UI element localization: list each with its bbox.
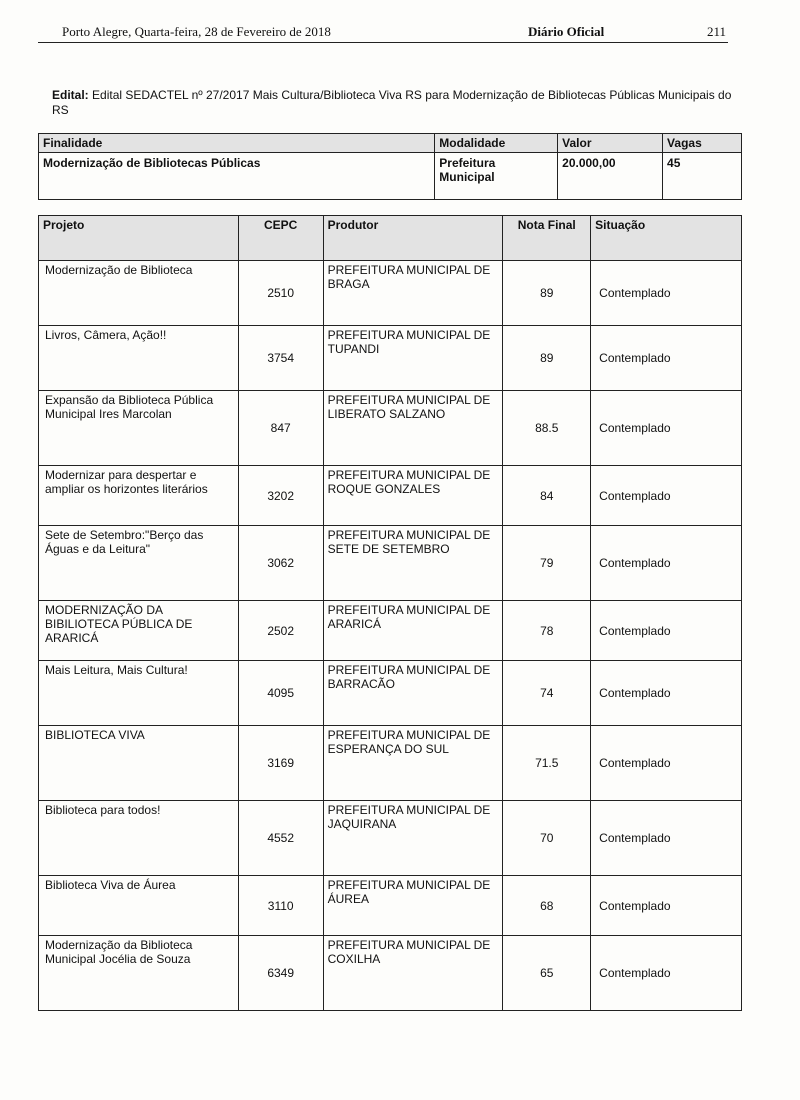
summary-header-vagas: Vagas (663, 134, 742, 153)
cell-cepc: 2502 (238, 601, 323, 661)
cell-cepc: 4552 (238, 801, 323, 876)
cell-projeto: BIBLIOTECA VIVA (39, 726, 239, 801)
projects-table (38, 215, 742, 1011)
edital-label: Edital: (52, 88, 89, 102)
cell-projeto: Livros, Câmera, Ação!! (39, 326, 239, 391)
table-row (39, 936, 742, 1011)
cell-situacao: Contemplado (591, 801, 742, 876)
cell-projeto: Biblioteca Viva de Áurea (39, 876, 239, 936)
table-row (39, 526, 742, 601)
header-location-date: Porto Alegre, Quarta-feira, 28 de Fevereiro de 2018 (62, 24, 331, 39)
cell-produtor: PREFEITURA MUNICIPAL DE COXILHA (323, 936, 503, 1011)
summary-table (38, 133, 742, 200)
table-row (39, 466, 742, 526)
cell-situacao: Contemplado (591, 326, 742, 391)
summary-valor: 20.000,00 (558, 153, 663, 200)
cell-produtor: PREFEITURA MUNICIPAL DE ROQUE GONZALES (323, 466, 503, 526)
cell-cepc: 4095 (238, 661, 323, 726)
cell-nota-final: 88.5 (503, 391, 591, 466)
cell-nota-final: 78 (503, 601, 591, 661)
cell-projeto: Modernização da Biblioteca Municipal Jocélia de Souza (39, 936, 239, 1011)
header-nota-final: Nota Final (503, 216, 591, 261)
cell-nota-final: 71.5 (503, 726, 591, 801)
cell-situacao: Contemplado (591, 526, 742, 601)
cell-situacao: Contemplado (591, 936, 742, 1011)
cell-nota-final: 74 (503, 661, 591, 726)
projects-header-row (39, 216, 742, 261)
cell-situacao: Contemplado (591, 876, 742, 936)
cell-produtor: PREFEITURA MUNICIPAL DE BRAGA (323, 261, 503, 326)
cell-situacao: Contemplado (591, 601, 742, 661)
cell-produtor: PREFEITURA MUNICIPAL DE JAQUIRANA (323, 801, 503, 876)
cell-situacao: Contemplado (591, 726, 742, 801)
edital-text: Edital SEDACTEL nº 27/2017 Mais Cultura/Biblioteca Viva RS para Modernização de Bibliotecas Públicas Municipais do RS (52, 88, 732, 117)
table-row (39, 326, 742, 391)
cell-projeto: Biblioteca para todos! (39, 801, 239, 876)
cell-nota-final: 70 (503, 801, 591, 876)
cell-cepc: 3169 (238, 726, 323, 801)
table-row (39, 391, 742, 466)
cell-produtor: PREFEITURA MUNICIPAL DE SETE DE SETEMBRO (323, 526, 503, 601)
cell-nota-final: 79 (503, 526, 591, 601)
cell-situacao: Contemplado (591, 661, 742, 726)
summary-row (39, 153, 742, 200)
page-number: 211 (706, 24, 726, 39)
summary-header-valor: Valor (558, 134, 663, 153)
summary-vagas: 45 (663, 153, 742, 200)
cell-cepc: 3110 (238, 876, 323, 936)
cell-cepc: 847 (238, 391, 323, 466)
cell-produtor: PREFEITURA MUNICIPAL DE ARARICÁ (323, 601, 503, 661)
cell-projeto: Modernização de Biblioteca (39, 261, 239, 326)
cell-cepc: 3062 (238, 526, 323, 601)
cell-projeto: Modernizar para despertar e ampliar os horizontes literários (39, 466, 239, 526)
cell-produtor: PREFEITURA MUNICIPAL DE BARRACÃO (323, 661, 503, 726)
cell-projeto: Sete de Setembro:"Berço das Águas e da Leitura" (39, 526, 239, 601)
cell-nota-final: 68 (503, 876, 591, 936)
header-projeto: Projeto (39, 216, 239, 261)
cell-produtor: PREFEITURA MUNICIPAL DE ÁUREA (323, 876, 503, 936)
header-produtor: Produtor (323, 216, 503, 261)
cell-projeto: Expansão da Biblioteca Pública Municipal Ires Marcolan (39, 391, 239, 466)
cell-nota-final: 84 (503, 466, 591, 526)
cell-nota-final: 65 (503, 936, 591, 1011)
cell-cepc: 3202 (238, 466, 323, 526)
summary-header-finalidade: Finalidade (39, 134, 435, 153)
cell-situacao: Contemplado (591, 391, 742, 466)
cell-situacao: Contemplado (591, 466, 742, 526)
table-row (39, 601, 742, 661)
table-row (39, 801, 742, 876)
summary-header-row (39, 134, 742, 153)
cell-cepc: 6349 (238, 936, 323, 1011)
table-row (39, 261, 742, 326)
table-row (39, 876, 742, 936)
page-header (38, 22, 728, 43)
summary-modalidade: Prefeitura Municipal (435, 153, 558, 200)
cell-situacao: Contemplado (591, 261, 742, 326)
projects-body (39, 261, 742, 1011)
cell-nota-final: 89 (503, 326, 591, 391)
header-situacao: Situação (591, 216, 742, 261)
table-row (39, 726, 742, 801)
header-title: Diário Oficial (528, 24, 605, 39)
summary-header-modalidade: Modalidade (435, 134, 558, 153)
cell-cepc: 2510 (238, 261, 323, 326)
header-cepc: CEPC (238, 216, 323, 261)
edital-paragraph (52, 88, 742, 118)
cell-produtor: PREFEITURA MUNICIPAL DE ESPERANÇA DO SUL (323, 726, 503, 801)
table-row (39, 661, 742, 726)
cell-projeto: Mais Leitura, Mais Cultura! (39, 661, 239, 726)
cell-produtor: PREFEITURA MUNICIPAL DE LIBERATO SALZANO (323, 391, 503, 466)
cell-projeto: MODERNIZAÇÃO DA BIBILIOTECA PÚBLICA DE ARARICÁ (39, 601, 239, 661)
cell-nota-final: 89 (503, 261, 591, 326)
cell-produtor: PREFEITURA MUNICIPAL DE TUPANDI (323, 326, 503, 391)
cell-cepc: 3754 (238, 326, 323, 391)
summary-finalidade: Modernização de Bibliotecas Públicas (39, 153, 435, 200)
